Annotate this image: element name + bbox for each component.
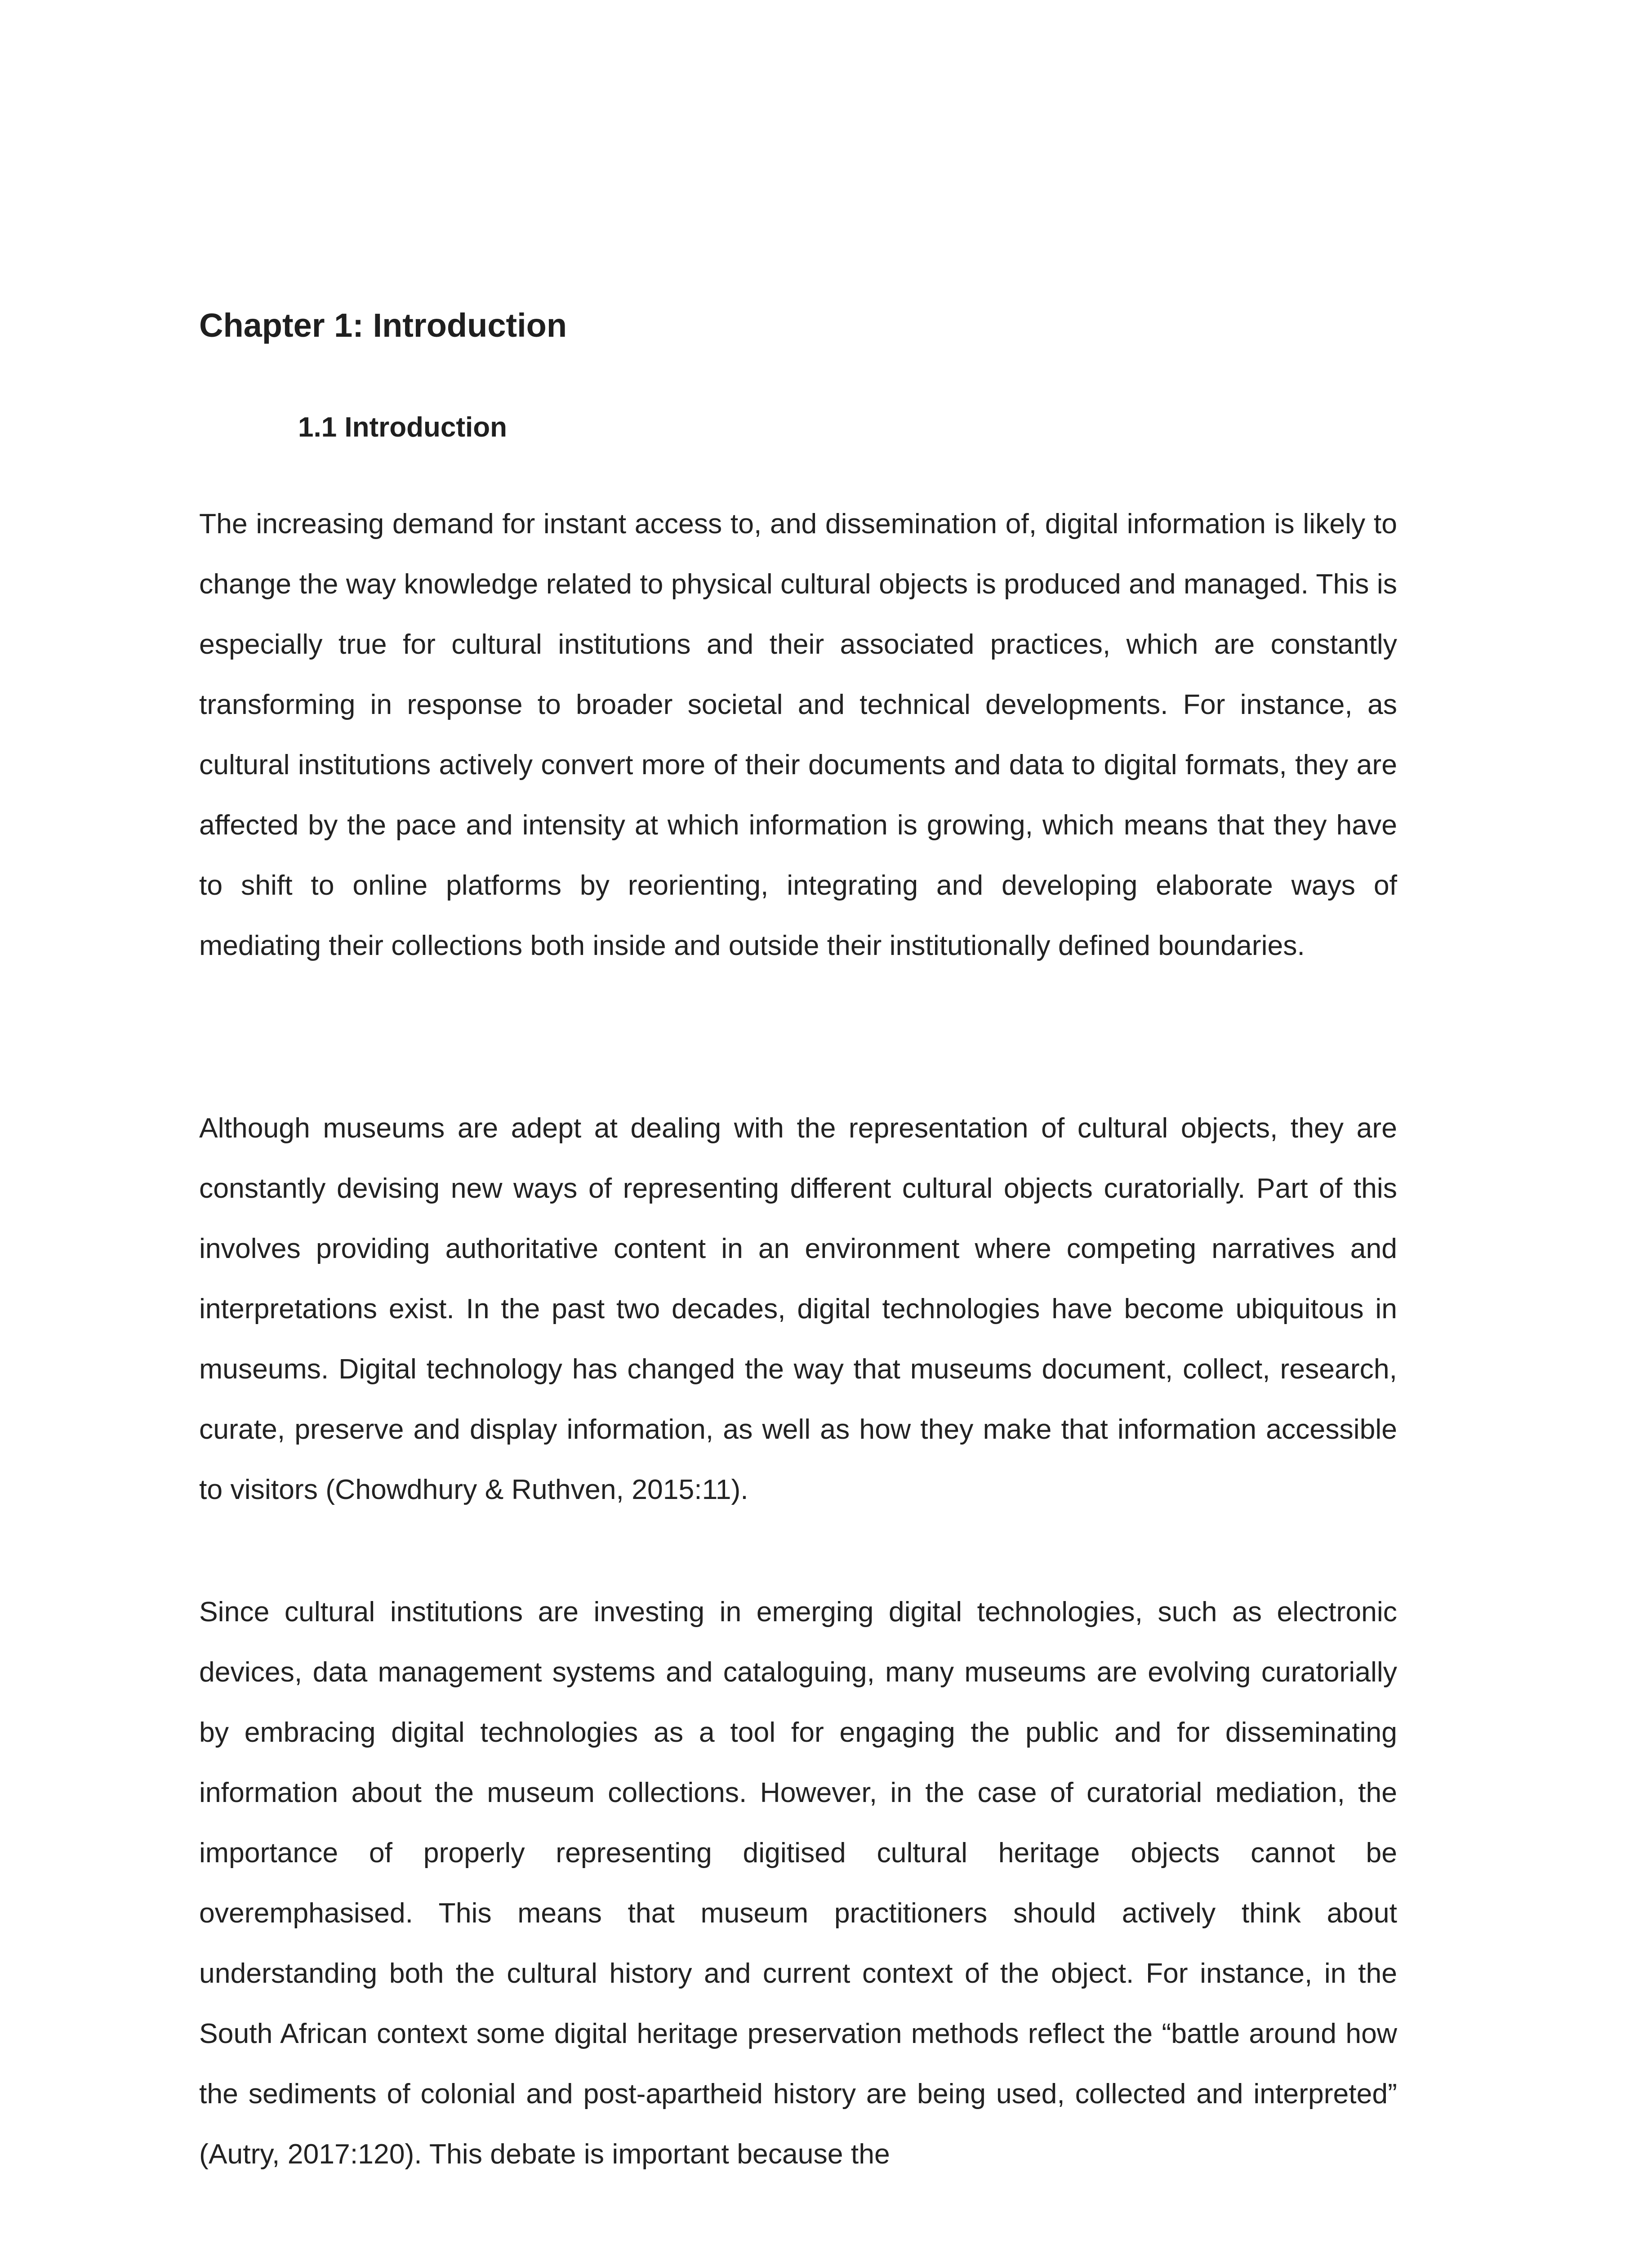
body-paragraph: The increasing demand for instant access to, and dissemination of, digital information is likely to change the way knowledge related to physical cultural objects is produced and managed. This is especially true for cultural institutions and their associated practices, which are constantly transforming in response to broader societal and technical developments. For instance, as cultural institutions actively convert more of their documents and data to digital formats, they are affected by the pace and intensity at which information is growing, which means that they have to shift to online platforms by reorienting, integrating and developing elaborate ways of mediating their collections both inside and outside their institutionally defined boundaries. xyxy=(199,508,1397,961)
body-paragraph: Since cultural institutions are investing in emerging digital technologies, such as electronic devices, data management systems and cataloguing, many museums are evolving curatorially by embracing digital technologies as a tool for engaging the public and for disseminating information about the museum collections. However, in the case of curatorial mediation, the importance of properly representing digitised cultural heritage objects cannot be overemphasised. This means that museum practitioners should actively think about understanding both the cultural history and current context of the object. For instance, in the South African context some digital heritage preservation methods reflect the “battle around how the sediments of colonial and post-apartheid history are being used, collected and interpreted” (Autry, 2017:120). This debate is important because the xyxy=(199,1596,1397,2170)
chapter-title: Chapter 1: Introduction xyxy=(199,307,567,344)
body-paragraph: Although museums are adept at dealing with the representation of cultural objects, they are constantly devising new ways of representing different cultural objects curatorially. Part of this involves providing authoritative content in an environment where competing narratives and interpretations exist. In the past two decades, digital technologies have become ubiquitous in museums. Digital technology has changed the way that museums document, collect, research, curate, preserve and display information, as well as how they make that information accessible to visitors (Chowdhury & Ruthven, 2015:11). xyxy=(199,1112,1397,1505)
section-title: 1.1 Introduction xyxy=(298,412,507,443)
